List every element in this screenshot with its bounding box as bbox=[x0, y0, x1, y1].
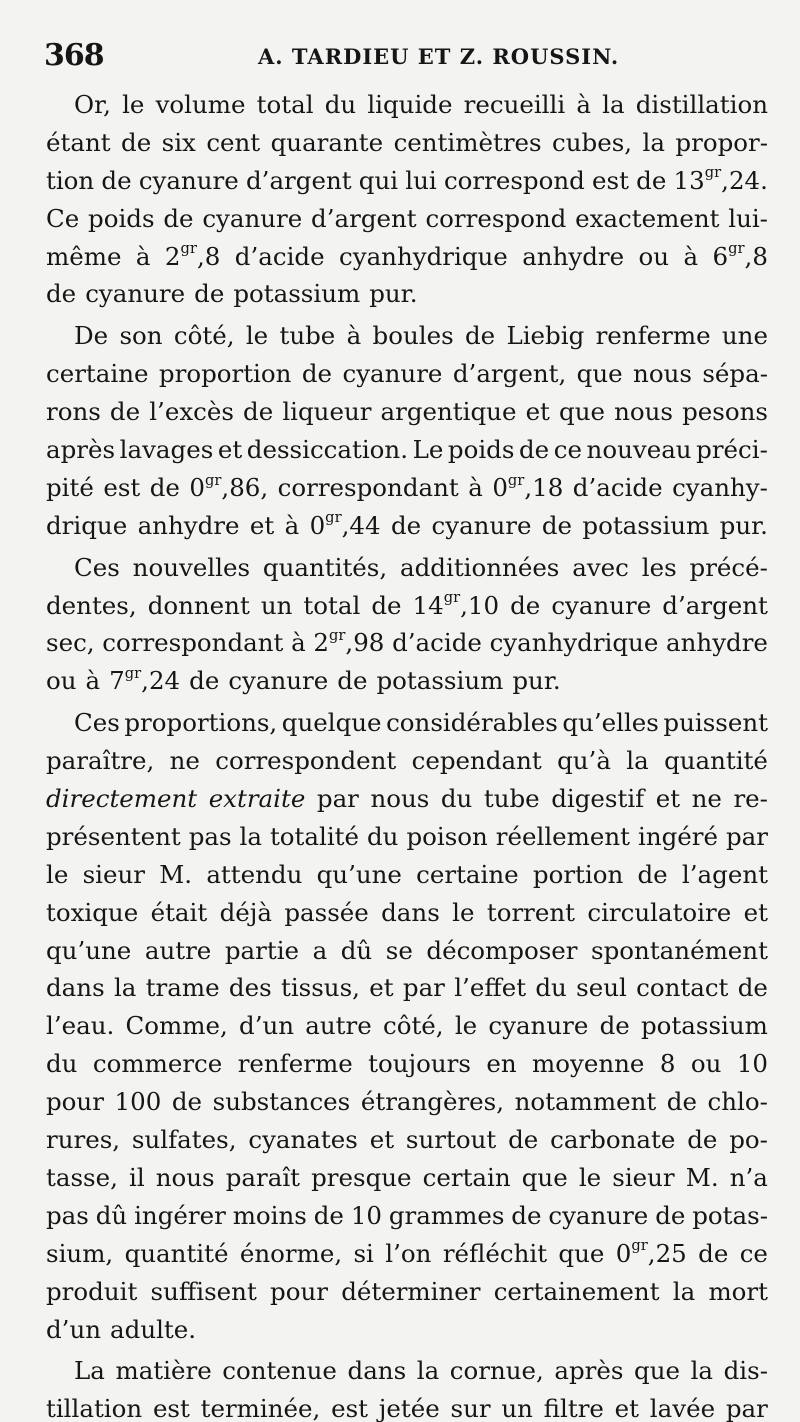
text-line: rons de l’excès de liqueur argentique et que nous pesons bbox=[46, 397, 768, 427]
text-line: pour 100 de substances étrangères, notamment de chlo- bbox=[46, 1087, 768, 1117]
text-line: pas dû ingérer moins de 10 grammes de cyanure de potas- bbox=[46, 1200, 768, 1230]
text-line: paraître, ne correspondent cependant qu’à la quantité bbox=[46, 746, 768, 776]
text-line: directement extraite par nous du tube digestif et ne re- bbox=[46, 784, 768, 814]
page-number: 368 bbox=[44, 38, 104, 73]
text-line: sec, correspondant à $2^{gr},98$ d’acide cyanhydrique anhydre bbox=[46, 627, 768, 658]
page-header bbox=[44, 38, 774, 78]
text-line: d’un adulte. bbox=[46, 1314, 197, 1344]
text-line: Or, le volume total du liquide recueilli à la distillation bbox=[74, 90, 768, 119]
text-line: l’eau. Comme, d’un autre côté, le cyanure de potassium bbox=[46, 1011, 768, 1041]
text-line: De son côté, le tube à boules de Liebig renferme une bbox=[74, 321, 768, 351]
text-line: le sieur M. attendu qu’une certaine portion de l’agent bbox=[46, 859, 768, 889]
text-line: étant de six cent quarante centimètres cubes, la propor- bbox=[46, 127, 768, 157]
text-line: présentent pas la totalité du poison réellement ingéré par bbox=[46, 821, 768, 851]
text-line: de cyanure de potassium pur. bbox=[46, 279, 418, 309]
text-line: qu’une autre partie a dû se décomposer spontanément bbox=[46, 935, 768, 965]
text-line: dans la trame des tissus, et par l’effet du seul contact de bbox=[46, 973, 768, 1003]
text-line: après lavages et dessiccation. Le poids de ce nouveau préci- bbox=[46, 435, 768, 465]
text-line: tion de cyanure d’argent qui lui correspond est de $13^{gr},24$. bbox=[46, 164, 768, 195]
text-line: tasse, il nous paraît presque certain que le sieur M. n’a bbox=[46, 1162, 768, 1192]
text-line: même à $2^{gr},8$ d’acide cyanhydrique anhydre ou à $6^{gr},8$ bbox=[46, 240, 768, 271]
running-head: A. TARDIEU ET Z. ROUSSIN. bbox=[258, 44, 620, 69]
text-line: ou à $7^{gr},24$ de cyanure de potassium pur. bbox=[46, 665, 561, 696]
text-line: toxique était déjà passée dans le torrent circulatoire et bbox=[46, 897, 768, 927]
body-text bbox=[46, 86, 768, 1422]
text-line: pité est de $0^{gr},86$, correspondant à $0^{gr},18$ d’acide cyanhy- bbox=[46, 471, 768, 502]
text-line: rures, sulfates, cyanates et surtout de carbonate de po- bbox=[46, 1125, 768, 1155]
text-line: Ce poids de cyanure d’argent correspond exactement lui- bbox=[46, 203, 768, 233]
text-line: Ces proportions, quelque considérables qu’elles puissent bbox=[74, 708, 768, 738]
text-line: drique anhydre et à $0^{gr},44$ de cyanure de potassium pur. bbox=[46, 509, 768, 540]
text-line: tillation est terminée, est jetée sur un filtre et lavée par bbox=[46, 1394, 768, 1422]
text-line: certaine proportion de cyanure d’argent, que nous sépa- bbox=[46, 359, 768, 389]
text-line: sium, quantité énorme, si l’on réfléchit que $0^{gr},25$ de ce bbox=[46, 1237, 768, 1268]
text-line: La matière contenue dans la cornue, après que la dis- bbox=[74, 1356, 768, 1386]
text-line: du commerce renferme toujours en moyenne 8 ou 10 bbox=[46, 1049, 768, 1079]
text-line: produit suffisent pour déterminer certainement la mort bbox=[46, 1276, 768, 1306]
text-line: dentes, donnent un total de $14^{gr},10$ de cyanure d’argent bbox=[46, 589, 768, 620]
text-line: Ces nouvelles quantités, additionnées avec les précé- bbox=[74, 552, 768, 582]
